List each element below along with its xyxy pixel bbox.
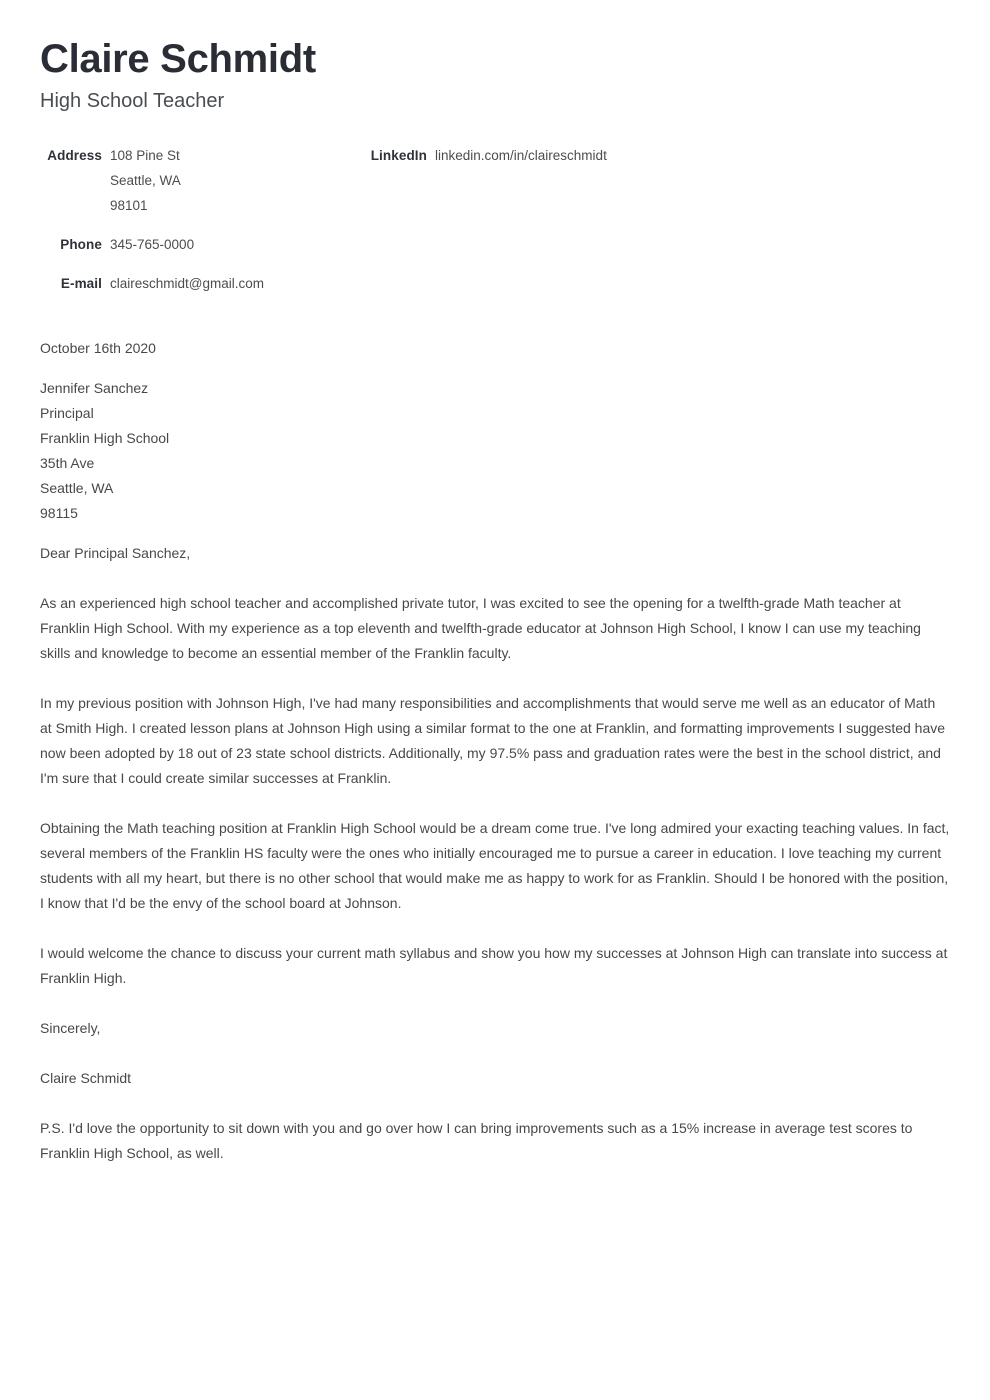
contact-label-email: E-mail <box>60 276 102 292</box>
contact-row-phone <box>40 232 365 257</box>
recipient-line-2: Principal <box>40 405 94 422</box>
linkedin-url[interactable]: linkedin.com/in/claireschmidt <box>435 148 607 164</box>
recipient-line-4: 35th Ave <box>40 455 95 472</box>
contact-label-phone: Phone <box>60 237 102 253</box>
recipient-line-6: 98115 <box>40 505 78 522</box>
contact-column-right <box>365 143 950 168</box>
contact-label-linkedin: LinkedIn <box>370 148 427 164</box>
contact-row-address <box>40 143 365 218</box>
recipient-line-5: Seattle, WA <box>40 480 114 497</box>
candidate-job-title: High School Teacher <box>40 90 225 113</box>
letter-closing: Sincerely, <box>40 1020 101 1037</box>
letter-paragraph-4: I would welcome the chance to discuss your current math syllabus and show you how my successes at Johnson High can translate into success at Franklin High. <box>40 945 948 987</box>
recipient-block <box>40 376 950 526</box>
contact-value-email[interactable] <box>110 271 264 296</box>
letter-body <box>40 336 950 1166</box>
candidate-name: Claire Schmidt <box>40 37 316 81</box>
letter-paragraph-3: Obtaining the Math teaching position at Franklin High School would be a dream come true. I've long admired your exacting teaching values. In fact, several members of the Franklin HS faculty were the ones who initially encouraged me to pursue a career in education. I love teaching my current students with all my heart, but there is no other school that would make me as happy to work for as Franklin. Should I be honored with the position, I know that I'd be the envy of the school board at Johnson. <box>40 820 950 912</box>
contact-row-linkedin <box>365 143 950 168</box>
letter-signature: Claire Schmidt <box>40 1070 132 1087</box>
letter-paragraph-1: As an experienced high school teacher and accomplished private tutor, I was excited to see the opening for a twelfth-grade Math teacher at Franklin High School. With my experience as a top eleventh and twelfth-grade educator at Johnson High School, I know I can use my teaching skills and knowledge to become an essential member of the Franklin faculty. <box>40 595 921 662</box>
letter-header <box>40 0 950 113</box>
address-line-3: 98101 <box>110 198 148 214</box>
contact-details-block <box>40 143 950 296</box>
contact-value-linkedin[interactable] <box>435 143 607 168</box>
contact-column-left <box>40 143 365 296</box>
address-line-1: 108 Pine St <box>110 148 180 164</box>
letter-postscript: P.S. I'd love the opportunity to sit down with you and go over how I can bring improvements such as a 15% increase in average test scores to Franklin High School, as well. <box>40 1120 913 1162</box>
contact-value-address <box>110 143 181 218</box>
phone-number[interactable]: 345-765-0000 <box>110 237 195 253</box>
contact-label-address: Address <box>47 148 102 164</box>
letter-paragraph-2: In my previous position with Johnson High, I've had many responsibilities and accomplishments that would serve me well as an educator of Math at Smith High. I created lesson plans at Johnson High using a similar format to the one at Franklin, and formatting improvements I suggested have now been adopted by 18 out of 23 state school districts. Additionally, my 97.5% pass and graduation rates were the best in the school district, and I'm sure that I could create similar successes at Franklin. <box>40 695 946 787</box>
letter-salutation: Dear Principal Sanchez, <box>40 545 191 562</box>
email-address[interactable]: claireschmidt@gmail.com <box>110 276 264 292</box>
letter-date: October 16th 2020 <box>40 340 156 357</box>
recipient-line-1: Jennifer Sanchez <box>40 380 149 397</box>
address-line-2: Seattle, WA <box>110 173 181 189</box>
contact-value-phone[interactable] <box>110 232 194 257</box>
recipient-line-3: Franklin High School <box>40 430 170 447</box>
contact-row-email <box>40 271 365 296</box>
